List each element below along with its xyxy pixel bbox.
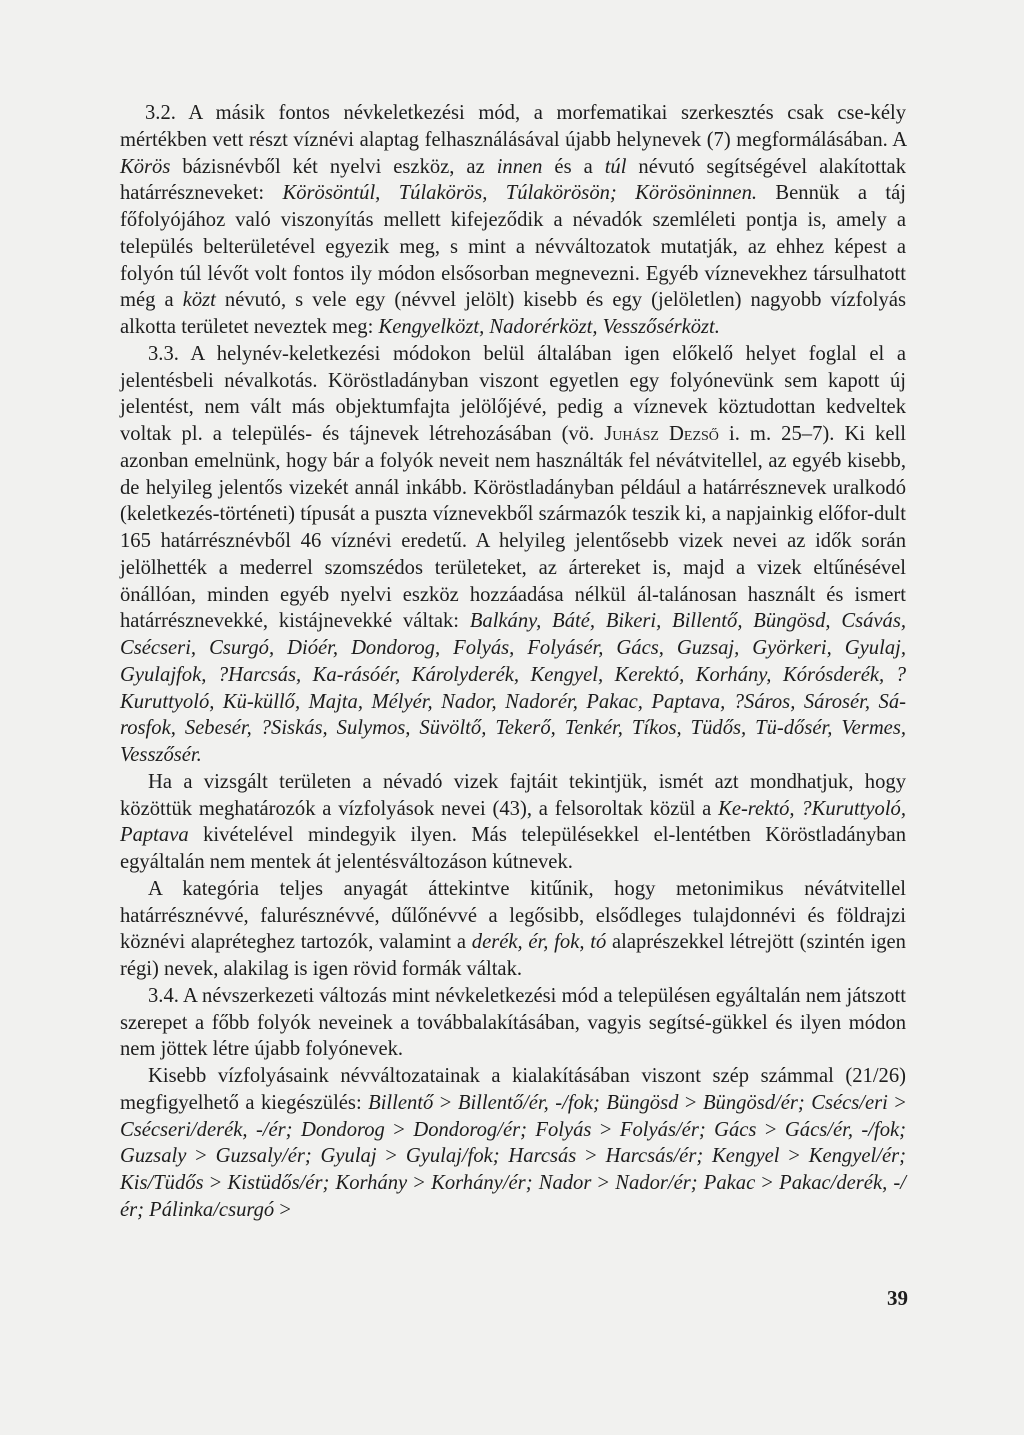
text-run: névutó, s vele egy (névvel jelölt) kisebb és egy (jelöletlen) nagyobb vízfolyás alkotta területet neveztek meg:	[120, 289, 906, 338]
text-run: >	[591, 1118, 620, 1141]
italic-term: Csécseri/derék, -/ér; Dondorog	[120, 1118, 385, 1141]
para-3-3	[120, 341, 906, 769]
para-3-4	[120, 983, 906, 1063]
text-run: >	[186, 1145, 216, 1168]
italic-term: Körös	[120, 155, 171, 178]
text-run: >	[576, 1145, 606, 1168]
text-run: >	[274, 1198, 291, 1221]
italic-term: Kengyelközt, Nadorérközt, Vesszősérközt.	[378, 316, 720, 338]
text-run: kivételével mindegyik ilyen. Más településekkel el-lentétben Köröstladányban egyáltalán nem mentek át jelentésváltozáson kútnevek.	[120, 824, 906, 873]
text-run: Bennük a táj főfolyójához való viszonyítás mellett kifejeződik a névadók szemléleti pontja is, amely a település belterületével egyezik meg, s mint a névváltozatok mutatják, az ehhez képest a folyón túl lévőt volt fontos ily módon elsősorban megnevezni. Egyéb víznevekhez társulhatott még a	[120, 182, 906, 312]
para-vizsgalt	[120, 769, 906, 876]
italic-term: Balkány, Báté, Bikeri, Billentő, Büngösd, Csávás, Csécseri, Csurgó, Dióér, Dondorog, Folyás, Folyásér, Gács, Guzsaj, Györkeri, Gyulaj, Gyulajfok, ?Harcsás, Ka-rásóér, Károlyderék, Kengyel, Kerektó, Korhány, Kórósderék, ?Kuruttyoló, Kü-küllő, Majta, Mélyér, Nador, Nadorér, Pakac, Paptava, ?Sáros, Sárosér, Sá-rosfok, Sebesér, ?Siskás, Sulymos, Süvöltő, Tekerő, Tenkér, Tíkos, Tüdős, Tü-dősér, Vermes, Vesszősér.	[120, 610, 906, 766]
text-run: >	[887, 1091, 906, 1114]
italic-term: Kistüdős/ér; Korhány	[227, 1172, 408, 1194]
text-run: 3.2. A másik fontos névkeletkezési mód, a morfematikai szerkesztés csak cse-kély mértékben vett részt víznévi alaptag felhasználásával újabb helynevek (7) megformálásában. A	[120, 102, 906, 151]
text-run: névutó segítségével alakítottak határrészneveket:	[120, 155, 906, 205]
para-3-2	[120, 100, 906, 341]
author-name: Juhász Dezső	[604, 423, 719, 445]
italic-term: Billentő/ér, -/fok; Büngösd	[457, 1091, 679, 1114]
italic-term: Nador/ér; Pakac	[615, 1172, 756, 1194]
para-kategoria	[120, 876, 906, 983]
text-run: és a	[542, 155, 605, 178]
page-number: 39	[887, 1286, 908, 1310]
text-run: >	[376, 1145, 406, 1168]
text-run: >	[384, 1118, 414, 1141]
text-run: Ha a vizsgált területen a névadó vizek fajtáit tekintjük, ismét azt mondhatjuk, hogy közöttük meghatározók a vízfolyások nevei (43), a felsoroltak közül a	[120, 770, 906, 820]
text-run: >	[756, 1118, 785, 1141]
italic-term: Kengyel/ér; Kis/Tüdős	[120, 1145, 906, 1194]
text-run: >	[779, 1145, 809, 1168]
text-run: bázisnévből két nyelvi eszköz, az	[170, 155, 497, 178]
text-run: A kategória teljes anyagát áttekintve kitűnik, hogy metonimikus névátvitellel határrésznévvé, falurésznévvé, dűlőnévvé a legősibb, elsődleges tulajdonnévi és földrajzi köznévi alapréteghez tartozók, valamint a	[120, 877, 906, 954]
text-run: 3.3. A helynév-keletkezési módokon belül általában igen előkelő helyet foglal el a jelentésbeli névalkotás. Köröstladányban viszont egyetlen egy folyónevünk sem kapott új jelentést, nem vált más objektumfajta jelölőjévé, pedig a víznevek köztudottan kedveltek voltak pl. a település- és tájnevek létrehozásában (vö.	[120, 342, 906, 445]
text-run: alaprészekkel létrejött (szintén igen régi) nevek, alakilag is igen rövid formák váltak.	[120, 931, 906, 980]
italic-term: Gyulaj/fok; Harcsás	[405, 1145, 577, 1168]
text-run: >	[407, 1172, 432, 1194]
para-kisebb	[120, 1063, 906, 1224]
italic-term: Ke-rektó, ?Kuruttyoló, Paptava	[120, 797, 906, 847]
italic-term: túl	[604, 155, 627, 178]
italic-term: Gács/ér, -/fok; Guzsaly	[120, 1118, 906, 1168]
italic-term: Guzsaly/ér; Gyulaj	[215, 1145, 377, 1168]
italic-term: Folyás/ér; Gács	[619, 1118, 757, 1141]
text-run: i. m. 25–7). Ki kell azonban emelnünk, hogy bár a folyók neveit nem használták fel névátvitellel, az egyéb kisebb, de helyileg jelentős vizekét annál inkább. Köröstladányban például a határrésznevek uralkodó (keletkezés-történeti) típusát a puszta víznevekből származók teszik ki, a napjainkig előfor-dult 165 határrésznévből 46 víznévi eredetű. A helyileg jelentősebb vizek nevei az idők során jelölhették a mederrel szomszédos területeket, az ártereket is, majd a vizek eltűnésével önállóan, minden egyéb nyelvi eszköz hozzáadása nélkül ál-talánosan használt és ismert határrésznevekké, kistájnevekké váltak:	[120, 423, 906, 633]
text-run: >	[591, 1172, 616, 1194]
italic-term: Dondorog/ér; Folyás	[413, 1118, 592, 1141]
text-run: >	[678, 1091, 703, 1114]
italic-term: Büngösd/ér; Csécs/eri	[702, 1091, 888, 1114]
italic-term: Korhány/ér; Nador	[431, 1172, 592, 1194]
body-text	[120, 100, 906, 1224]
italic-term: közt	[182, 289, 216, 312]
text-run: >	[203, 1172, 228, 1194]
text-run: 3.4. A névszerkezeti változás mint névkeletkezési mód a településen egyáltalán nem játszott szerepet a főbb folyók neveinek a továbbalakításában, vagyis segítsé-gükkel és ilyen módon nem jöttek létre újabb folyónevek.	[120, 984, 906, 1061]
italic-term: Körösöntúl, Túlakörös, Túlakörösön; Körösöninnen.	[282, 182, 758, 205]
italic-term: innen	[496, 155, 543, 178]
italic-term: Harcsás/ér; Kengyel	[605, 1145, 780, 1168]
text-run: >	[755, 1172, 780, 1194]
italic-term: Pakac/derék, -/ér; Pálinka/csurgó	[120, 1172, 906, 1221]
text-run: >	[433, 1091, 458, 1114]
text-run: Kisebb vízfolyásaink névváltozatainak a kialakításában viszont szép számmal (21/26) megfigyelhető a kiegészülés:	[120, 1065, 906, 1114]
italic-term: Billentő	[368, 1091, 434, 1114]
italic-term: derék, ér, fok, tó	[471, 931, 607, 954]
